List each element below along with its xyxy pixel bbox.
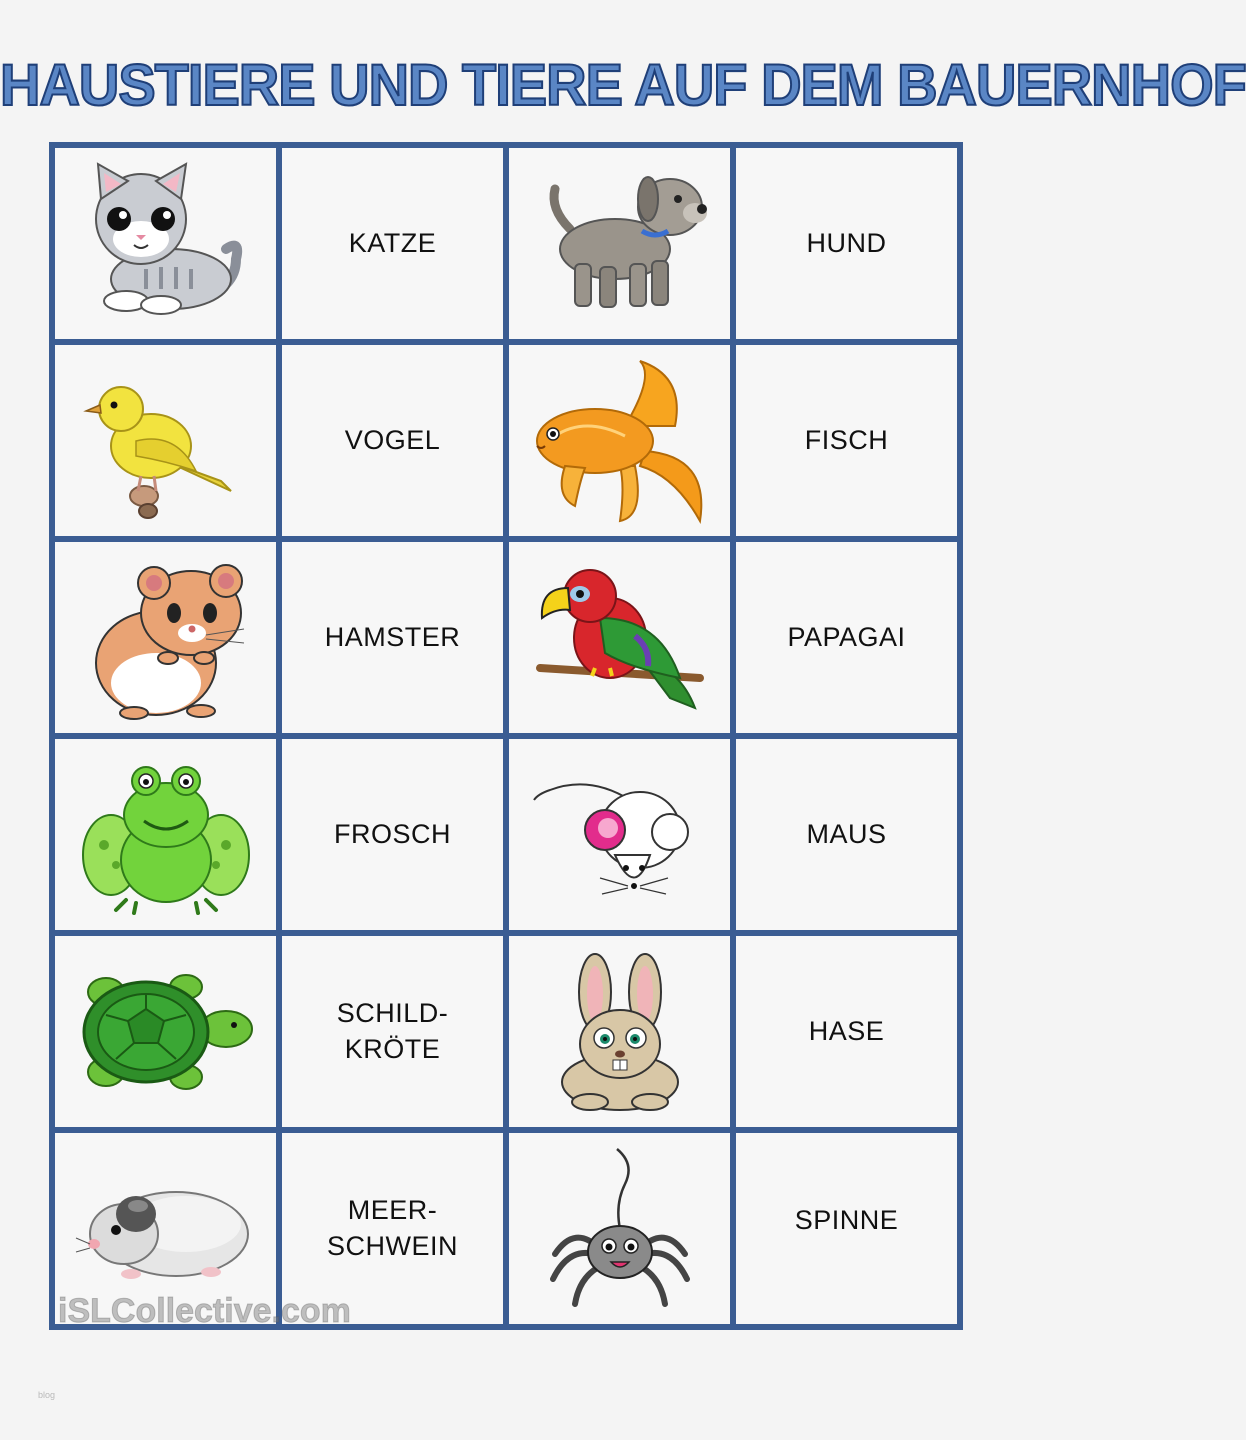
animal-word: FROSCH (334, 818, 451, 849)
word-card-spider (736, 1133, 957, 1324)
picture-card-parrot (509, 542, 730, 733)
hamster-icon (76, 553, 256, 723)
picture-card-frog (55, 739, 276, 930)
bird-icon (76, 361, 256, 521)
footer-mark: blog (38, 1390, 56, 1400)
word-card-turtle (282, 936, 503, 1127)
fish-icon (525, 356, 715, 526)
picture-card-spider (509, 1133, 730, 1324)
animal-word: VOGEL (344, 424, 441, 455)
animal-word: HAMSTER (324, 621, 461, 652)
picture-card-fish (509, 345, 730, 536)
animal-word: HUND (806, 227, 887, 258)
animal-word: KATZE (348, 227, 437, 258)
picture-card-cat (55, 148, 276, 339)
guinea-pig-icon (76, 1164, 256, 1294)
picture-card-turtle (55, 936, 276, 1127)
animal-word: HASE (808, 1015, 885, 1046)
watermark: iSLCollective.com (58, 1292, 351, 1330)
word-card-fish (736, 345, 957, 536)
rabbit-icon (540, 952, 700, 1112)
spider-icon (545, 1144, 695, 1314)
picture-card-hamster (55, 542, 276, 733)
animal-word: SPINNE (794, 1205, 899, 1235)
card-grid (49, 142, 963, 1330)
animal-word: MEER- SCHWEIN (327, 1195, 458, 1261)
mouse-icon (530, 760, 710, 910)
turtle-icon (76, 967, 256, 1097)
parrot-icon (530, 558, 710, 718)
cat-icon (76, 159, 256, 329)
animal-word: PAPAGAI (787, 621, 906, 652)
animal-word: MAUS (806, 818, 887, 849)
word-card-dog (736, 148, 957, 339)
word-card-hamster (282, 542, 503, 733)
picture-card-dog (509, 148, 730, 339)
word-card-bird (282, 345, 503, 536)
picture-card-bird (55, 345, 276, 536)
word-card-mouse (736, 739, 957, 930)
word-card-parrot (736, 542, 957, 733)
frog-icon (76, 755, 256, 915)
word-card-rabbit (736, 936, 957, 1127)
word-card-frog (282, 739, 503, 930)
picture-card-mouse (509, 739, 730, 930)
picture-card-rabbit (509, 936, 730, 1127)
word-card-cat (282, 148, 503, 339)
dog-icon (530, 169, 710, 319)
page-title: HAUSTIERE UND TIERE AUF DEM BAUERNHOF (0, 51, 1246, 118)
animal-word: FISCH (804, 424, 889, 455)
animal-word: SCHILD- KRÖTE (336, 998, 449, 1064)
